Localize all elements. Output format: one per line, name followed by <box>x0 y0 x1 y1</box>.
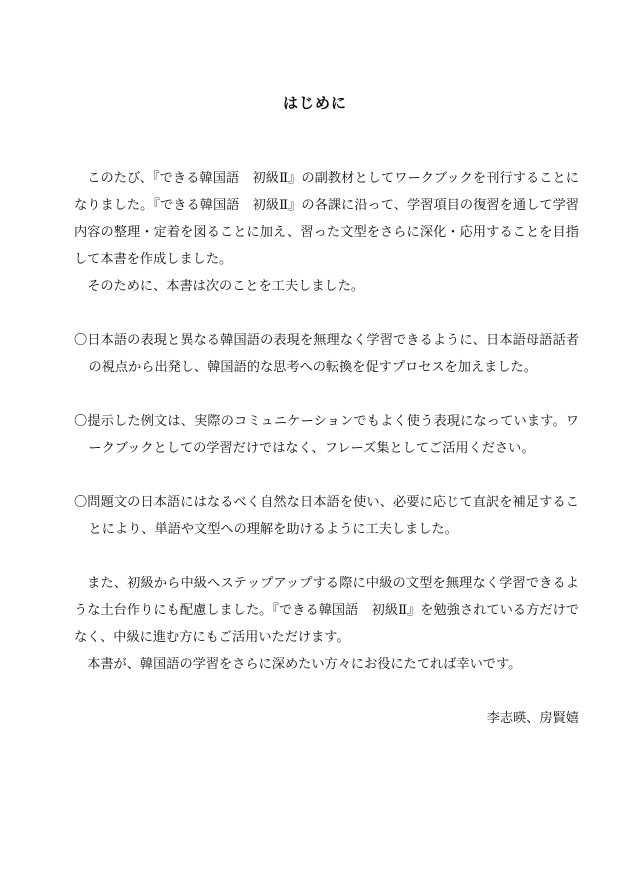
point-item-2: 〇提示した例文は、実際のコミュニケーションでもよく使う表現になっています。ワークブックとしての学習だけではなく、フレーズ集としてご活用ください。 <box>74 414 579 456</box>
spacer <box>74 678 579 705</box>
point-item-1: 〇日本語の表現と異なる韓国語の表現を無理なく学習できるように、日本語母語話者の視点から出発し、韓国語的な思考への転換を促すプロセスを加えました。 <box>74 333 579 375</box>
point-item-3: 〇問題文の日本語にはなるべく自然な日本語を使い、必要に応じて直訳を補足することにより、単語や文型への理解を助けるように工夫しました。 <box>74 495 579 537</box>
spacer <box>74 543 579 570</box>
spacer <box>74 462 579 489</box>
author-signature: 李志暎、房賢嬉 <box>486 711 579 726</box>
intro-paragraph-2: そのために、本書は次のことを工夫しました。 <box>87 279 365 294</box>
page-title: はじめに <box>282 94 347 112</box>
body-text <box>74 165 579 732</box>
spacer <box>74 381 579 408</box>
intro-paragraph-1: このたび、『できる韓国語 初級Ⅱ』の副教材としてワークブックを刊行することになりました。『できる韓国語 初級Ⅱ』の各課に沿って、学習項目の復習を通して学習内容の整理・定着を図ることに加え、習った文型をさらに深化・応用することを目指して本書を作成しました。 <box>74 171 579 267</box>
closing-paragraph-2: 本書が、韓国語の学習をさらに深めたい方々にお役にたてれば幸いです。 <box>87 657 522 672</box>
spacer <box>74 300 579 327</box>
closing-paragraph-1: また、初級から中級へステップアップする際に中級の文型を無理なく学習できるような土台作りにも配慮しました。『できる韓国語 初級Ⅱ』を勉強されている方だけでなく、中級に進む方にもご活用いただけます。 <box>74 576 579 645</box>
